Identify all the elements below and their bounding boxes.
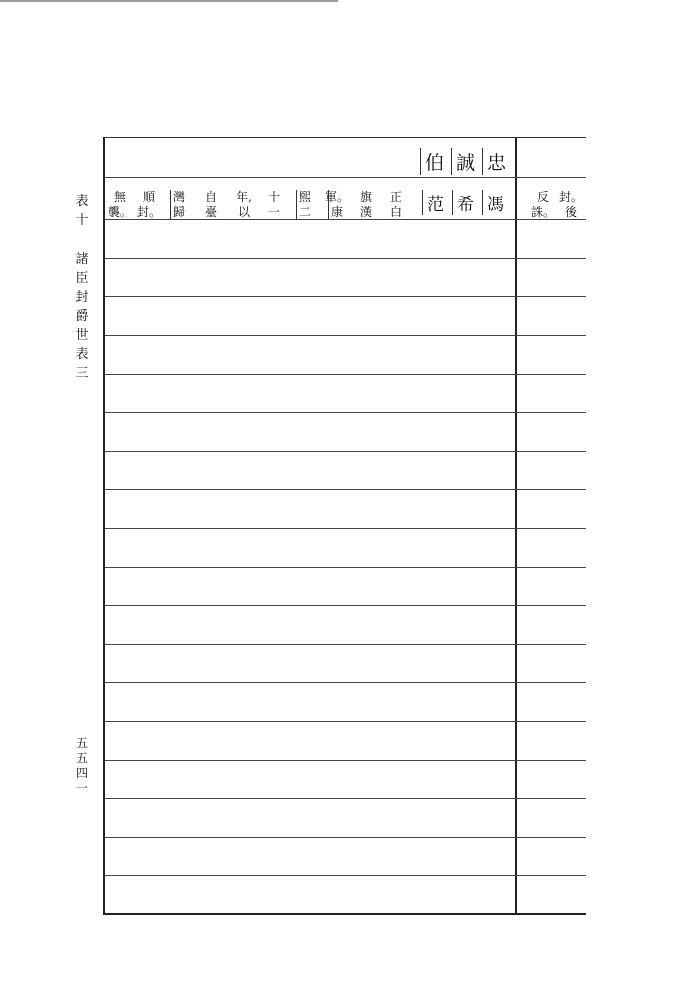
- row-divider: [105, 335, 586, 336]
- note-column: [325, 190, 350, 220]
- side-char: 表: [75, 347, 89, 362]
- note-column: [203, 190, 219, 220]
- note-char: 年,: [236, 190, 252, 204]
- note-char: 臺: [204, 205, 217, 219]
- side-char: 諸: [75, 252, 89, 267]
- note-char: 誅。: [531, 205, 556, 219]
- row-divider: [105, 489, 586, 490]
- note-column: [108, 190, 133, 220]
- side-label: [73, 192, 91, 383]
- name-char: 馮: [482, 190, 504, 215]
- row-divider: [105, 644, 586, 645]
- right-note-column: [559, 190, 584, 220]
- note-char: 熙: [298, 190, 311, 204]
- row-divider: [105, 528, 586, 529]
- note-column: [358, 190, 374, 220]
- top-rule: [0, 0, 338, 2]
- note-column: [137, 190, 162, 220]
- note-char: 漢: [359, 205, 372, 219]
- row-divider: [105, 837, 586, 838]
- note-char: 以: [237, 205, 250, 219]
- side-char: 十: [75, 213, 89, 228]
- note-char: 後: [564, 205, 577, 219]
- note-char: 康: [330, 205, 343, 219]
- note-char: 一: [267, 205, 280, 219]
- page-number: [73, 736, 91, 796]
- note-char: 封。: [137, 205, 162, 219]
- note-char: 灣: [172, 190, 185, 204]
- row-divider: [105, 219, 586, 220]
- title-char: 忠: [482, 148, 507, 175]
- side-char: 爵: [75, 309, 89, 324]
- note-char: 自: [204, 190, 217, 204]
- note-char: 反: [536, 190, 549, 204]
- row-divider: [105, 605, 586, 606]
- note-char: 軍。: [325, 190, 350, 204]
- name-char: 希: [452, 190, 474, 215]
- note-char: 正: [389, 190, 402, 204]
- side-char: 三: [75, 366, 89, 381]
- row-divider: [105, 798, 586, 799]
- note-char: 十: [267, 190, 280, 204]
- row-divider: [105, 177, 586, 178]
- name-char: 范: [422, 190, 444, 215]
- side-char: 表: [75, 194, 89, 209]
- row-divider: [105, 567, 586, 568]
- note-column: [388, 190, 404, 220]
- table-frame-bottom: [103, 913, 586, 915]
- table-frame-top: [103, 137, 586, 138]
- right-note-column: [531, 190, 556, 220]
- row-divider: [105, 721, 586, 722]
- note-char: 封。: [559, 190, 584, 204]
- row-divider: [105, 412, 586, 413]
- side-char: 封: [75, 290, 89, 305]
- row-divider: [105, 296, 586, 297]
- note-column: [170, 190, 187, 220]
- side-char: 世: [75, 328, 89, 343]
- note-char: 白: [389, 205, 402, 219]
- note-char: 順: [142, 190, 155, 204]
- note-column: [296, 190, 313, 220]
- side-char: 臣: [75, 271, 89, 286]
- note-char: 旗: [359, 190, 372, 204]
- row-divider: [105, 760, 586, 761]
- page-number-char: 四: [75, 766, 88, 780]
- row-divider: [105, 451, 586, 452]
- note-char: 歸: [172, 205, 185, 219]
- page-number-char: 五: [75, 736, 88, 750]
- page-number-char: 五: [75, 751, 88, 765]
- title-char: 伯: [420, 148, 445, 175]
- row-divider: [105, 258, 586, 259]
- note-char: 無: [113, 190, 126, 204]
- row-divider: [105, 875, 586, 876]
- note-column: [266, 190, 282, 220]
- note-char: 襲。: [108, 205, 133, 219]
- row-divider: [105, 682, 586, 683]
- title-row: [420, 148, 507, 175]
- note-char: 二: [298, 205, 311, 219]
- names-row: [422, 190, 504, 215]
- page-number-char: 一: [75, 781, 88, 795]
- row-divider: [105, 374, 586, 375]
- note-column: [236, 190, 252, 220]
- title-char: 誠: [451, 148, 476, 175]
